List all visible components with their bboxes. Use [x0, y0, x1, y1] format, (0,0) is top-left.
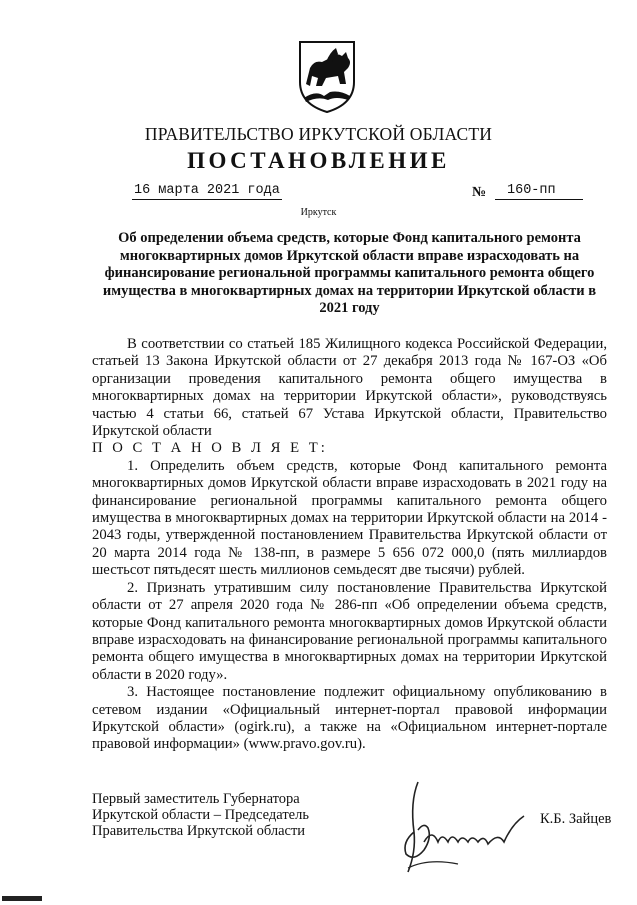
signatory-position-line: Правительства Иркутской области — [92, 823, 306, 839]
document-number: 160-пп — [495, 183, 583, 200]
document-title: Об определении объема средств, которые Фонд капитального ремонта многоквартирных домов Иркутской области вправе израсходовать на финансирование региональной программы капитального ремонта общего имущества в многоквартирных домах на территории Иркутской области в 2021 году — [102, 230, 597, 316]
preamble-paragraph: В соответствии со статьей 185 Жилищного кодекса Российской Федерации, статьей 13 Закона Иркутской области от 27 декабря 2013 года № 167-ОЗ «Об организации проведения капитального ремонта общего имущества в многоквартирных домах на территории Иркутской области», руководствуясь частью 4 статьи 66, статьей 67 Устава Иркутской области, Правительство Иркутской области — [92, 336, 607, 440]
government-name: ПРАВИТЕЛЬСТВО ИРКУТСКОЙ ОБЛАСТИ — [144, 124, 493, 144]
document-type: ПОСТАНОВЛЕНИЕ — [187, 148, 450, 173]
coat-of-arms-emblem-icon — [296, 38, 358, 114]
item-1-paragraph: 1. Определить объем средств, которые Фонд капитального ремонта многоквартирных домов Иркутской области вправе израсходовать в 2021 году на финансирование региональной программы капитального ремонта общего имущества в многоквартирных домах на территории Иркутской области на 2014 - 2043 годы, утвержденной постановлением Правительства Иркутской области от 20 марта 2014 года № 138-пп, в размере 5 656 072 000,0 (пять миллиардов шестьсот пятьдесят шесть миллионов семьдесят две тысячи) рублей. — [92, 457, 607, 579]
handwritten-signature-icon — [388, 772, 538, 882]
item-2-paragraph: 2. Признать утратившим силу постановление Правительства Иркутской области от 27 апреля 2020 года № 286-пп «Об определении объема средств, которые Фонд капитального ремонта многоквартирных домов Иркутской области вправе израсходовать на финансирование региональной программы капитального ремонта общего имущества в многоквартирных домах на территории Иркутской области в 2020 году». — [92, 579, 607, 683]
document-body — [92, 336, 607, 754]
signatory-position-line: Иркутской области – Председатель — [92, 807, 309, 823]
scan-edge-mark — [2, 896, 42, 901]
number-sign: № — [472, 185, 487, 200]
decree-heading: П О С Т А Н О В Л Я Е Т: — [92, 440, 328, 457]
document-date: 16 марта 2021 года — [134, 183, 280, 198]
signatory-position-line: Первый заместитель Губернатора — [92, 791, 300, 807]
document-city: Иркутск — [300, 207, 337, 218]
signatory-position — [92, 791, 352, 839]
signatory-name: К.Б. Зайцев — [540, 811, 612, 827]
item-3-paragraph: 3. Настоящее постановление подлежит официальному опубликованию в сетевом издании «Официальный интернет-портал правовой информации Иркутской области» (ogirk.ru), а также на «Официальном интернет-портале правовой информации» (www.pravo.gov.ru). — [92, 684, 607, 753]
